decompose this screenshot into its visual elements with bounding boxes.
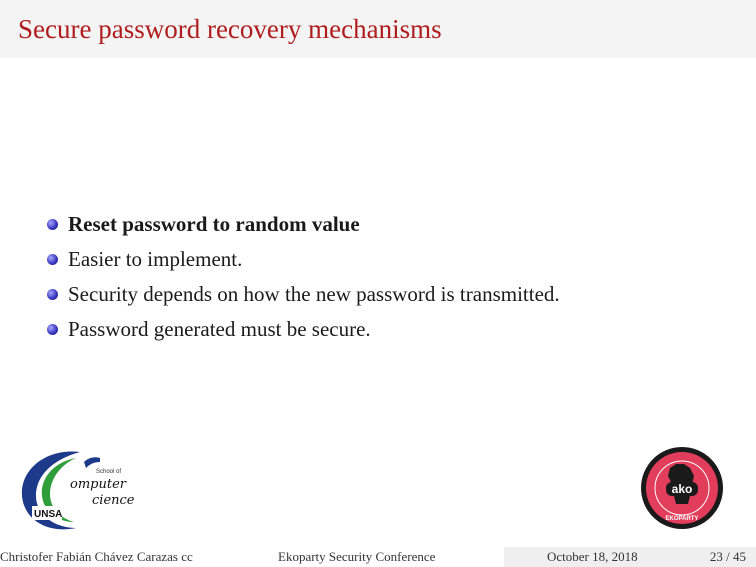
bullet-text: Easier to implement. — [68, 247, 243, 271]
bullet-text: Reset password to random value — [68, 212, 360, 236]
bullet-item — [44, 277, 560, 312]
footer-conference: Ekoparty Security Conference — [278, 549, 436, 564]
logo-line1-text: omputer — [70, 477, 126, 492]
slide-footer — [0, 547, 756, 567]
bullet-icon — [47, 254, 58, 265]
ekoparty-center-text: ako — [671, 482, 693, 496]
logo-line2-text: cience — [92, 493, 135, 508]
bullet-text: Security depends on how the new password is transmitted. — [68, 282, 560, 306]
logo-badge-text: UNSA — [34, 509, 63, 520]
bullet-item — [44, 312, 560, 347]
footer-conference-block — [252, 547, 504, 567]
ekoparty-logo — [640, 446, 724, 530]
slide-title: Secure password recovery mechanisms — [18, 14, 442, 44]
bullet-icon — [47, 289, 58, 300]
logo-school-text: School of — [96, 469, 122, 475]
bullet-list — [44, 207, 560, 347]
slide-header — [0, 0, 756, 58]
bullet-icon — [47, 324, 58, 335]
footer-page-number: 23 / 45 — [709, 549, 746, 564]
bullet-text: Password generated must be secure. — [68, 317, 371, 341]
footer-date-block — [504, 547, 756, 567]
bullet-icon — [47, 219, 58, 230]
bullet-item — [44, 242, 560, 277]
footer-date: October 18, 2018 — [547, 549, 638, 564]
computer-science-logo — [18, 448, 143, 533]
footer-author: Christofer Fabián Chávez Carazas cc — [0, 547, 252, 567]
ekoparty-ring-text: EKOPARTY — [665, 516, 699, 522]
bullet-item — [44, 207, 560, 242]
